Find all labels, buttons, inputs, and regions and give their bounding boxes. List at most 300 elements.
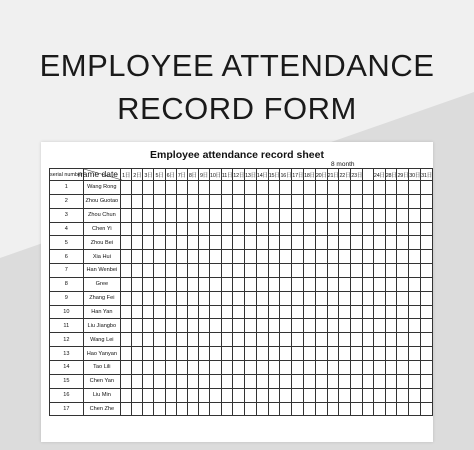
attendance-cell[interactable]	[121, 402, 132, 416]
attendance-cell[interactable]	[256, 208, 268, 222]
attendance-cell[interactable]	[268, 388, 280, 402]
attendance-cell[interactable]	[268, 291, 280, 305]
attendance-cell[interactable]	[363, 402, 374, 416]
attendance-cell[interactable]	[351, 305, 363, 319]
attendance-cell[interactable]	[165, 277, 176, 291]
attendance-cell[interactable]	[397, 277, 409, 291]
attendance-cell[interactable]	[198, 222, 209, 236]
attendance-cell[interactable]	[221, 236, 232, 250]
attendance-cell[interactable]	[373, 181, 385, 195]
attendance-cell[interactable]	[210, 347, 222, 361]
attendance-cell[interactable]	[421, 374, 433, 388]
attendance-cell[interactable]	[339, 181, 351, 195]
attendance-cell[interactable]	[143, 236, 154, 250]
attendance-cell[interactable]	[176, 402, 187, 416]
attendance-cell[interactable]	[256, 360, 268, 374]
attendance-cell[interactable]	[327, 319, 339, 333]
attendance-cell[interactable]	[363, 250, 374, 264]
attendance-cell[interactable]	[256, 374, 268, 388]
attendance-cell[interactable]	[304, 333, 316, 347]
attendance-cell[interactable]	[165, 388, 176, 402]
attendance-cell[interactable]	[187, 374, 198, 388]
attendance-cell[interactable]	[268, 402, 280, 416]
attendance-cell[interactable]	[339, 319, 351, 333]
attendance-cell[interactable]	[385, 402, 397, 416]
attendance-cell[interactable]	[221, 347, 232, 361]
attendance-cell[interactable]	[397, 264, 409, 278]
attendance-cell[interactable]	[121, 333, 132, 347]
attendance-cell[interactable]	[373, 402, 385, 416]
attendance-cell[interactable]	[221, 222, 232, 236]
attendance-cell[interactable]	[221, 181, 232, 195]
attendance-cell[interactable]	[268, 333, 280, 347]
attendance-cell[interactable]	[409, 277, 421, 291]
attendance-cell[interactable]	[198, 277, 209, 291]
attendance-cell[interactable]	[198, 250, 209, 264]
attendance-cell[interactable]	[268, 194, 280, 208]
attendance-cell[interactable]	[233, 222, 245, 236]
attendance-cell[interactable]	[409, 181, 421, 195]
attendance-cell[interactable]	[409, 305, 421, 319]
attendance-cell[interactable]	[327, 291, 339, 305]
attendance-cell[interactable]	[385, 222, 397, 236]
attendance-cell[interactable]	[221, 319, 232, 333]
attendance-cell[interactable]	[280, 374, 292, 388]
attendance-cell[interactable]	[373, 277, 385, 291]
attendance-cell[interactable]	[245, 360, 257, 374]
attendance-cell[interactable]	[132, 208, 143, 222]
attendance-cell[interactable]	[121, 360, 132, 374]
attendance-cell[interactable]	[385, 181, 397, 195]
attendance-cell[interactable]	[327, 236, 339, 250]
attendance-cell[interactable]	[397, 194, 409, 208]
attendance-cell[interactable]	[304, 291, 316, 305]
attendance-cell[interactable]	[373, 222, 385, 236]
attendance-cell[interactable]	[121, 250, 132, 264]
attendance-cell[interactable]	[315, 333, 327, 347]
attendance-cell[interactable]	[256, 388, 268, 402]
attendance-cell[interactable]	[221, 333, 232, 347]
attendance-cell[interactable]	[165, 250, 176, 264]
attendance-cell[interactable]	[351, 194, 363, 208]
attendance-cell[interactable]	[339, 264, 351, 278]
attendance-cell[interactable]	[245, 236, 257, 250]
attendance-cell[interactable]	[385, 333, 397, 347]
attendance-cell[interactable]	[233, 277, 245, 291]
attendance-cell[interactable]	[304, 181, 316, 195]
attendance-cell[interactable]	[409, 319, 421, 333]
attendance-cell[interactable]	[327, 194, 339, 208]
attendance-cell[interactable]	[233, 236, 245, 250]
attendance-cell[interactable]	[268, 236, 280, 250]
attendance-cell[interactable]	[409, 388, 421, 402]
attendance-cell[interactable]	[363, 236, 374, 250]
attendance-cell[interactable]	[210, 388, 222, 402]
attendance-cell[interactable]	[165, 236, 176, 250]
attendance-cell[interactable]	[210, 319, 222, 333]
attendance-cell[interactable]	[187, 181, 198, 195]
attendance-cell[interactable]	[385, 319, 397, 333]
attendance-cell[interactable]	[176, 264, 187, 278]
attendance-cell[interactable]	[187, 360, 198, 374]
attendance-cell[interactable]	[121, 347, 132, 361]
attendance-cell[interactable]	[421, 347, 433, 361]
attendance-cell[interactable]	[409, 222, 421, 236]
attendance-cell[interactable]	[385, 194, 397, 208]
attendance-cell[interactable]	[409, 291, 421, 305]
attendance-cell[interactable]	[363, 181, 374, 195]
attendance-cell[interactable]	[198, 347, 209, 361]
attendance-cell[interactable]	[165, 208, 176, 222]
attendance-cell[interactable]	[165, 319, 176, 333]
attendance-cell[interactable]	[385, 388, 397, 402]
attendance-cell[interactable]	[292, 222, 304, 236]
attendance-cell[interactable]	[292, 264, 304, 278]
attendance-cell[interactable]	[256, 291, 268, 305]
attendance-cell[interactable]	[327, 277, 339, 291]
attendance-cell[interactable]	[210, 374, 222, 388]
attendance-cell[interactable]	[292, 250, 304, 264]
attendance-cell[interactable]	[363, 333, 374, 347]
attendance-cell[interactable]	[327, 305, 339, 319]
attendance-cell[interactable]	[176, 222, 187, 236]
attendance-cell[interactable]	[315, 236, 327, 250]
attendance-cell[interactable]	[154, 347, 165, 361]
attendance-cell[interactable]	[198, 208, 209, 222]
attendance-cell[interactable]	[121, 319, 132, 333]
attendance-cell[interactable]	[198, 319, 209, 333]
attendance-cell[interactable]	[221, 388, 232, 402]
attendance-cell[interactable]	[132, 181, 143, 195]
attendance-cell[interactable]	[339, 388, 351, 402]
attendance-cell[interactable]	[421, 388, 433, 402]
attendance-cell[interactable]	[292, 277, 304, 291]
attendance-cell[interactable]	[397, 402, 409, 416]
attendance-cell[interactable]	[409, 208, 421, 222]
attendance-cell[interactable]	[315, 305, 327, 319]
attendance-cell[interactable]	[409, 264, 421, 278]
attendance-cell[interactable]	[165, 305, 176, 319]
attendance-cell[interactable]	[132, 222, 143, 236]
attendance-cell[interactable]	[373, 360, 385, 374]
attendance-cell[interactable]	[292, 402, 304, 416]
attendance-cell[interactable]	[363, 264, 374, 278]
attendance-cell[interactable]	[339, 305, 351, 319]
attendance-cell[interactable]	[154, 194, 165, 208]
attendance-cell[interactable]	[409, 194, 421, 208]
attendance-cell[interactable]	[143, 264, 154, 278]
attendance-cell[interactable]	[132, 360, 143, 374]
attendance-cell[interactable]	[409, 402, 421, 416]
attendance-cell[interactable]	[121, 222, 132, 236]
attendance-cell[interactable]	[165, 194, 176, 208]
attendance-cell[interactable]	[210, 277, 222, 291]
attendance-cell[interactable]	[327, 208, 339, 222]
attendance-cell[interactable]	[351, 360, 363, 374]
attendance-cell[interactable]	[397, 319, 409, 333]
attendance-cell[interactable]	[187, 250, 198, 264]
attendance-cell[interactable]	[363, 277, 374, 291]
attendance-cell[interactable]	[210, 236, 222, 250]
attendance-cell[interactable]	[304, 374, 316, 388]
attendance-cell[interactable]	[327, 333, 339, 347]
attendance-cell[interactable]	[245, 333, 257, 347]
attendance-cell[interactable]	[339, 347, 351, 361]
attendance-cell[interactable]	[210, 222, 222, 236]
attendance-cell[interactable]	[245, 402, 257, 416]
attendance-cell[interactable]	[363, 291, 374, 305]
attendance-cell[interactable]	[245, 305, 257, 319]
attendance-cell[interactable]	[421, 194, 433, 208]
attendance-cell[interactable]	[165, 333, 176, 347]
attendance-cell[interactable]	[280, 194, 292, 208]
attendance-cell[interactable]	[421, 208, 433, 222]
attendance-cell[interactable]	[385, 236, 397, 250]
attendance-cell[interactable]	[304, 402, 316, 416]
attendance-cell[interactable]	[210, 208, 222, 222]
attendance-cell[interactable]	[245, 264, 257, 278]
attendance-cell[interactable]	[165, 222, 176, 236]
attendance-cell[interactable]	[233, 250, 245, 264]
attendance-cell[interactable]	[397, 305, 409, 319]
attendance-cell[interactable]	[397, 291, 409, 305]
attendance-cell[interactable]	[245, 374, 257, 388]
attendance-cell[interactable]	[221, 291, 232, 305]
attendance-cell[interactable]	[327, 181, 339, 195]
attendance-cell[interactable]	[339, 360, 351, 374]
attendance-cell[interactable]	[143, 333, 154, 347]
attendance-cell[interactable]	[187, 291, 198, 305]
attendance-cell[interactable]	[304, 222, 316, 236]
attendance-cell[interactable]	[315, 208, 327, 222]
attendance-cell[interactable]	[268, 374, 280, 388]
attendance-cell[interactable]	[143, 388, 154, 402]
attendance-cell[interactable]	[315, 222, 327, 236]
attendance-cell[interactable]	[304, 194, 316, 208]
attendance-cell[interactable]	[292, 319, 304, 333]
attendance-cell[interactable]	[292, 388, 304, 402]
attendance-cell[interactable]	[315, 402, 327, 416]
attendance-cell[interactable]	[245, 277, 257, 291]
attendance-cell[interactable]	[339, 208, 351, 222]
attendance-cell[interactable]	[351, 347, 363, 361]
attendance-cell[interactable]	[245, 181, 257, 195]
attendance-cell[interactable]	[385, 360, 397, 374]
attendance-cell[interactable]	[280, 360, 292, 374]
attendance-cell[interactable]	[351, 181, 363, 195]
attendance-cell[interactable]	[176, 347, 187, 361]
attendance-cell[interactable]	[233, 291, 245, 305]
attendance-cell[interactable]	[187, 277, 198, 291]
attendance-cell[interactable]	[176, 388, 187, 402]
attendance-cell[interactable]	[176, 374, 187, 388]
attendance-cell[interactable]	[339, 402, 351, 416]
attendance-cell[interactable]	[256, 236, 268, 250]
attendance-cell[interactable]	[210, 333, 222, 347]
attendance-cell[interactable]	[268, 222, 280, 236]
attendance-cell[interactable]	[409, 374, 421, 388]
attendance-cell[interactable]	[292, 181, 304, 195]
attendance-cell[interactable]	[143, 250, 154, 264]
attendance-cell[interactable]	[397, 347, 409, 361]
attendance-cell[interactable]	[351, 277, 363, 291]
attendance-cell[interactable]	[327, 264, 339, 278]
attendance-cell[interactable]	[121, 374, 132, 388]
attendance-cell[interactable]	[154, 360, 165, 374]
attendance-cell[interactable]	[256, 250, 268, 264]
attendance-cell[interactable]	[373, 291, 385, 305]
attendance-cell[interactable]	[280, 222, 292, 236]
attendance-cell[interactable]	[245, 208, 257, 222]
attendance-cell[interactable]	[256, 347, 268, 361]
attendance-cell[interactable]	[421, 291, 433, 305]
attendance-cell[interactable]	[143, 181, 154, 195]
attendance-cell[interactable]	[154, 333, 165, 347]
attendance-cell[interactable]	[132, 319, 143, 333]
attendance-cell[interactable]	[421, 277, 433, 291]
attendance-cell[interactable]	[292, 305, 304, 319]
attendance-cell[interactable]	[256, 264, 268, 278]
attendance-cell[interactable]	[373, 388, 385, 402]
attendance-cell[interactable]	[339, 291, 351, 305]
attendance-cell[interactable]	[268, 347, 280, 361]
attendance-cell[interactable]	[421, 264, 433, 278]
attendance-cell[interactable]	[363, 319, 374, 333]
attendance-cell[interactable]	[143, 374, 154, 388]
attendance-cell[interactable]	[176, 305, 187, 319]
attendance-cell[interactable]	[121, 194, 132, 208]
attendance-cell[interactable]	[165, 264, 176, 278]
attendance-cell[interactable]	[351, 264, 363, 278]
attendance-cell[interactable]	[233, 319, 245, 333]
attendance-cell[interactable]	[198, 181, 209, 195]
attendance-cell[interactable]	[154, 250, 165, 264]
attendance-cell[interactable]	[327, 222, 339, 236]
attendance-cell[interactable]	[143, 402, 154, 416]
attendance-cell[interactable]	[280, 236, 292, 250]
attendance-cell[interactable]	[373, 374, 385, 388]
attendance-cell[interactable]	[351, 374, 363, 388]
attendance-cell[interactable]	[373, 319, 385, 333]
attendance-cell[interactable]	[421, 236, 433, 250]
attendance-cell[interactable]	[233, 194, 245, 208]
attendance-cell[interactable]	[292, 374, 304, 388]
attendance-cell[interactable]	[315, 374, 327, 388]
attendance-cell[interactable]	[154, 374, 165, 388]
attendance-cell[interactable]	[165, 360, 176, 374]
attendance-cell[interactable]	[132, 305, 143, 319]
attendance-cell[interactable]	[221, 305, 232, 319]
attendance-cell[interactable]	[351, 291, 363, 305]
attendance-cell[interactable]	[304, 360, 316, 374]
attendance-cell[interactable]	[373, 264, 385, 278]
attendance-cell[interactable]	[176, 291, 187, 305]
attendance-cell[interactable]	[363, 305, 374, 319]
attendance-cell[interactable]	[421, 181, 433, 195]
attendance-cell[interactable]	[351, 333, 363, 347]
attendance-cell[interactable]	[176, 319, 187, 333]
attendance-cell[interactable]	[280, 291, 292, 305]
attendance-cell[interactable]	[327, 250, 339, 264]
attendance-cell[interactable]	[210, 402, 222, 416]
attendance-cell[interactable]	[409, 360, 421, 374]
attendance-cell[interactable]	[363, 222, 374, 236]
attendance-cell[interactable]	[351, 208, 363, 222]
attendance-cell[interactable]	[143, 194, 154, 208]
attendance-cell[interactable]	[385, 264, 397, 278]
attendance-cell[interactable]	[154, 388, 165, 402]
attendance-cell[interactable]	[132, 291, 143, 305]
attendance-cell[interactable]	[198, 374, 209, 388]
attendance-cell[interactable]	[121, 264, 132, 278]
attendance-cell[interactable]	[339, 374, 351, 388]
attendance-cell[interactable]	[292, 360, 304, 374]
attendance-cell[interactable]	[280, 402, 292, 416]
attendance-cell[interactable]	[421, 402, 433, 416]
attendance-cell[interactable]	[132, 402, 143, 416]
attendance-cell[interactable]	[409, 236, 421, 250]
attendance-cell[interactable]	[221, 360, 232, 374]
attendance-cell[interactable]	[280, 347, 292, 361]
attendance-cell[interactable]	[256, 333, 268, 347]
attendance-cell[interactable]	[397, 208, 409, 222]
attendance-cell[interactable]	[373, 305, 385, 319]
attendance-cell[interactable]	[304, 277, 316, 291]
attendance-cell[interactable]	[165, 402, 176, 416]
attendance-cell[interactable]	[233, 181, 245, 195]
attendance-cell[interactable]	[304, 347, 316, 361]
attendance-cell[interactable]	[268, 208, 280, 222]
attendance-cell[interactable]	[351, 236, 363, 250]
attendance-cell[interactable]	[292, 333, 304, 347]
attendance-cell[interactable]	[165, 291, 176, 305]
attendance-cell[interactable]	[187, 333, 198, 347]
attendance-cell[interactable]	[397, 360, 409, 374]
attendance-cell[interactable]	[143, 208, 154, 222]
attendance-cell[interactable]	[280, 264, 292, 278]
attendance-cell[interactable]	[165, 347, 176, 361]
attendance-cell[interactable]	[256, 305, 268, 319]
attendance-cell[interactable]	[397, 374, 409, 388]
attendance-cell[interactable]	[268, 360, 280, 374]
attendance-cell[interactable]	[327, 360, 339, 374]
attendance-cell[interactable]	[304, 388, 316, 402]
attendance-cell[interactable]	[245, 388, 257, 402]
attendance-cell[interactable]	[187, 264, 198, 278]
attendance-cell[interactable]	[397, 181, 409, 195]
attendance-cell[interactable]	[339, 277, 351, 291]
attendance-cell[interactable]	[233, 347, 245, 361]
attendance-cell[interactable]	[210, 194, 222, 208]
attendance-cell[interactable]	[233, 374, 245, 388]
attendance-cell[interactable]	[176, 208, 187, 222]
attendance-cell[interactable]	[385, 291, 397, 305]
attendance-cell[interactable]	[385, 277, 397, 291]
attendance-cell[interactable]	[373, 250, 385, 264]
attendance-cell[interactable]	[256, 194, 268, 208]
attendance-cell[interactable]	[221, 277, 232, 291]
attendance-cell[interactable]	[132, 194, 143, 208]
attendance-cell[interactable]	[154, 305, 165, 319]
attendance-cell[interactable]	[176, 277, 187, 291]
attendance-cell[interactable]	[315, 360, 327, 374]
attendance-cell[interactable]	[233, 264, 245, 278]
attendance-cell[interactable]	[351, 388, 363, 402]
attendance-cell[interactable]	[187, 305, 198, 319]
attendance-cell[interactable]	[143, 360, 154, 374]
attendance-cell[interactable]	[421, 305, 433, 319]
attendance-cell[interactable]	[221, 208, 232, 222]
